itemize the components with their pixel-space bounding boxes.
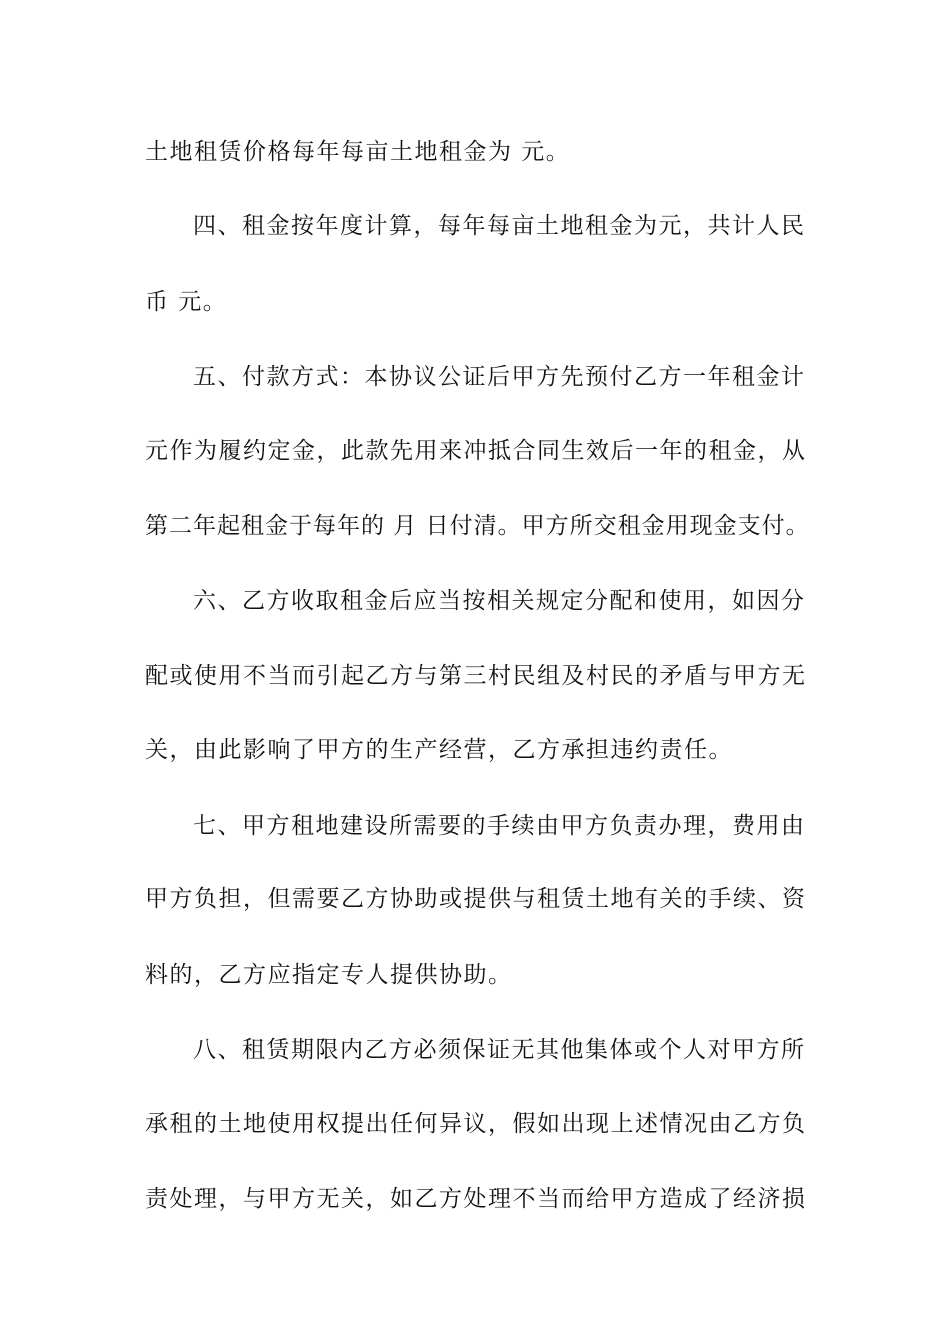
paragraph-5-line-1: 五、付款方式：本协议公证后甲方先预付乙方一年租金计 bbox=[193, 364, 806, 390]
text-line: 甲方负担，但需要乙方协助或提供与租赁土地有关的手续、资 bbox=[145, 886, 807, 912]
paragraph-6-line-1: 六、乙方收取租金后应当按相关规定分配和使用，如因分 bbox=[193, 588, 806, 614]
text-line: 元作为履约定金，此款先用来冲抵合同生效后一年的租金，从 bbox=[145, 438, 807, 464]
paragraph-7-line-1: 七、甲方租地建设所需要的手续由甲方负责办理，费用由 bbox=[193, 813, 806, 839]
text-line: 配或使用不当而引起乙方与第三村民组及村民的矛盾与甲方无 bbox=[145, 663, 807, 689]
text-line: 承租的土地使用权提出任何异议，假如出现上述情况由乙方负 bbox=[145, 1111, 807, 1137]
text-line: 第二年起租金于每年的 月 日付清。甲方所交租金用现金支付。 bbox=[145, 513, 810, 539]
text-line: 关，由此影响了甲方的生产经营，乙方承担违约责任。 bbox=[145, 737, 733, 763]
text-line: 币 元。 bbox=[145, 289, 228, 315]
text-line: 土地租赁价格每年每亩土地租金为 元。 bbox=[145, 139, 571, 165]
paragraph-8-line-1: 八、租赁期限内乙方必须保证无其他集体或个人对甲方所 bbox=[193, 1037, 806, 1063]
paragraph-4-line-1: 四、租金按年度计算，每年每亩土地租金为元，共计人民 bbox=[193, 213, 806, 239]
text-line: 责处理，与甲方无关，如乙方处理不当而给甲方造成了经济损 bbox=[145, 1186, 807, 1212]
text-line: 料的，乙方应指定专人提供协助。 bbox=[145, 962, 513, 988]
